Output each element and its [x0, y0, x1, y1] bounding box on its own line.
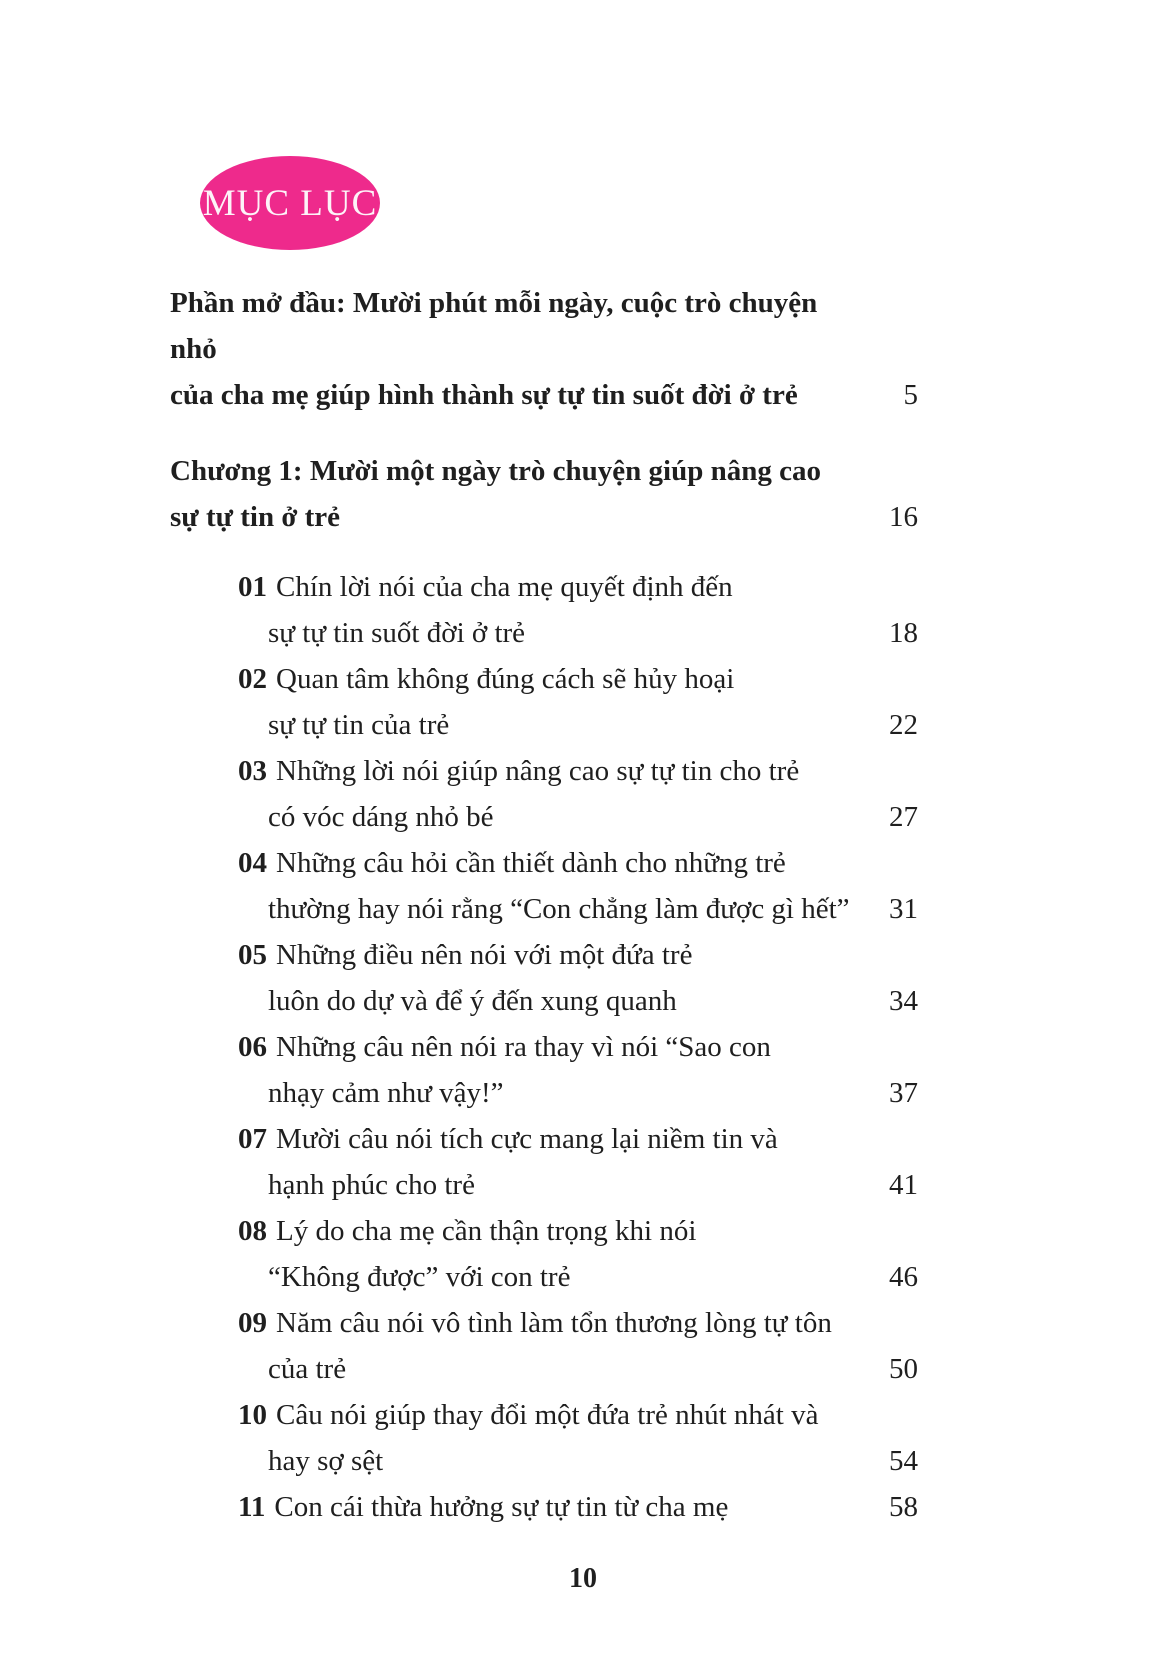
toc-badge: [200, 156, 380, 250]
page-number: 22: [889, 709, 918, 741]
chapter-heading-line: sự tự tin ở trẻ: [170, 501, 341, 533]
toc-entry: [170, 1116, 918, 1208]
page-number: 31: [889, 893, 918, 925]
toc-entry: [170, 932, 918, 1024]
entry-title: Những điều nên nói với một đứa trẻ: [276, 939, 693, 971]
entry-number: 06: [238, 1031, 267, 1063]
entry-title: Con cái thừa hưởng sự tự tin từ cha mẹ: [274, 1491, 729, 1523]
toc-entry: [170, 1208, 918, 1300]
intro-heading-line: của cha mẹ giúp hình thành sự tự tin suốt đời ở trẻ: [170, 379, 798, 411]
entry-title-cont: sự tự tin suốt đời ở trẻ: [268, 617, 526, 649]
entry-title: Quan tâm không đúng cách sẽ hủy hoại: [276, 663, 735, 695]
entry-title-cont: “Không được” với con trẻ: [268, 1261, 571, 1293]
footer-page-number: 10: [569, 1563, 597, 1594]
entry-title-cont: của trẻ: [268, 1353, 347, 1385]
intro-heading: [170, 280, 918, 418]
page-number: 16: [889, 501, 918, 533]
page-number: 34: [889, 985, 918, 1017]
page-number: 46: [889, 1261, 918, 1293]
entry-number: 07: [238, 1123, 267, 1155]
chapter-heading-line: Chương 1: Mười một ngày trò chuyện giúp nâng cao: [170, 455, 821, 487]
intro-heading-line: Phần mở đầu: Mười phút mỗi ngày, cuộc trò chuyện nhỏ: [170, 287, 818, 365]
page-number: 27: [889, 801, 918, 833]
page-number: 37: [889, 1077, 918, 1109]
toc-entry: [170, 1484, 918, 1530]
toc-entry: [170, 748, 918, 840]
toc-entry: [170, 840, 918, 932]
intro-heading-text: [170, 280, 854, 418]
entry-title: Mười câu nói tích cực mang lại niềm tin và: [276, 1123, 778, 1155]
entry-number: 01: [238, 571, 267, 603]
entry-title-cont: sự tự tin của trẻ: [268, 709, 450, 741]
entry-number: 04: [238, 847, 267, 879]
entry-number: 11: [238, 1491, 266, 1523]
entry-number: 09: [238, 1307, 267, 1339]
entry-title-cont: luôn do dự và để ý đến xung quanh: [268, 985, 677, 1017]
toc-entry: [170, 1392, 918, 1484]
entry-title-cont: hay sợ sệt: [268, 1445, 384, 1477]
entry-title-cont: thường hay nói rằng “Con chẳng làm được gì hết”: [268, 893, 850, 925]
page-number: 5: [903, 379, 918, 411]
page-number: 18: [889, 617, 918, 649]
entry-title: Lý do cha mẹ cần thận trọng khi nói: [276, 1215, 697, 1247]
toc-badge-label: MỤC LỤC: [202, 182, 378, 224]
chapter-heading: [170, 448, 918, 540]
toc-entry: [170, 1024, 918, 1116]
toc-entry: [170, 656, 918, 748]
entry-number: 10: [238, 1399, 267, 1431]
toc-content: [170, 280, 918, 1530]
entry-title-cont: hạnh phúc cho trẻ: [268, 1169, 475, 1201]
entry-number: 05: [238, 939, 267, 971]
toc-entry: [170, 564, 918, 656]
toc-entry-list: [170, 564, 918, 1530]
entry-title-cont: nhạy cảm như vậy!”: [268, 1077, 504, 1109]
entry-title: Câu nói giúp thay đổi một đứa trẻ nhút nhát và: [276, 1399, 819, 1431]
page-number: 54: [889, 1445, 918, 1477]
toc-entry: [170, 1300, 918, 1392]
entry-title: Những câu nên nói ra thay vì nói “Sao con: [276, 1031, 771, 1063]
entry-title-cont: có vóc dáng nhỏ bé: [268, 801, 494, 833]
entry-number: 02: [238, 663, 267, 695]
page-number: 50: [889, 1353, 918, 1385]
entry-title: Những lời nói giúp nâng cao sự tự tin cho trẻ: [276, 755, 800, 787]
page-number: 58: [889, 1491, 918, 1523]
entry-title: Năm câu nói vô tình làm tổn thương lòng tự tôn: [276, 1307, 832, 1339]
entry-number: 08: [238, 1215, 267, 1247]
chapter-heading-text: [170, 448, 821, 540]
entry-number: 03: [238, 755, 267, 787]
entry-title: Những câu hỏi cần thiết dành cho những trẻ: [276, 847, 786, 879]
page-number: 41: [889, 1169, 918, 1201]
entry-title: Chín lời nói của cha mẹ quyết định đến: [276, 571, 733, 603]
